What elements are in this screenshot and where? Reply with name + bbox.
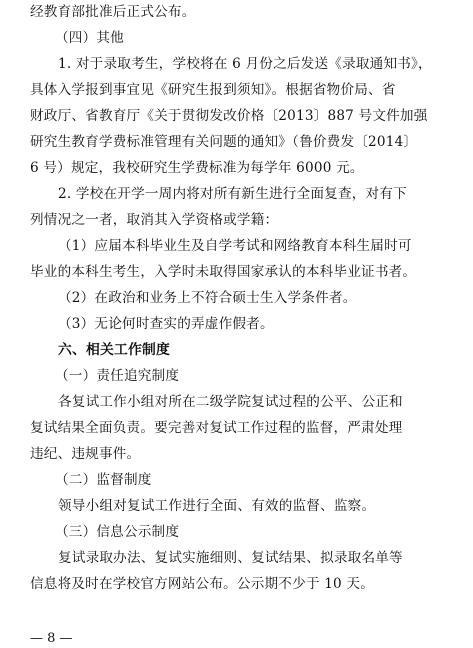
section-heading-work-systems: 六、相关工作制度: [58, 342, 170, 358]
disclosure-line-1: 复试录取办法、复试实施细则、复试结果、拟录取名单等: [58, 550, 403, 566]
accountability-line-3: 违纪、违规事件。: [30, 446, 141, 462]
page-number: — 8 —: [30, 631, 73, 646]
sub-item-1-line-2: 毕业的本科生考生，入学时未取得国家承认的本科毕业证书者。: [30, 264, 417, 280]
item-1-line-1: 1. 对于录取考生，学校将在 6 月份之后发送《录取通知书》，: [58, 56, 432, 72]
subsection-heading-supervision: （二）监督制度: [55, 472, 152, 488]
item-1-line-4: 研究生教育学费标准管理有关问题的通知》（鲁价费发〔2014〕: [30, 134, 418, 150]
text-line-continuation: 经教育部批准后正式公布。: [30, 4, 196, 20]
accountability-line-2: 复试结果全面负责。要完善对复试工作过程的监督，严肃处理: [30, 420, 403, 436]
supervision-line-1: 领导小组对复试工作进行全面、有效的监督、监察。: [58, 498, 376, 514]
accountability-line-1: 各复试工作小组对所在二级学院复试过程的公平、公正和: [58, 394, 403, 410]
sub-item-1-line-1: （1）应届本科毕业生及自学考试和网络教育本科生届时可: [58, 238, 412, 254]
subsection-heading-disclosure: （三）信息公示制度: [55, 524, 180, 540]
disclosure-line-2: 信息将及时在学校官方网站公布。公示期不少于 10 天。: [30, 576, 374, 592]
item-2-line-2: 列情况之一者，取消其入学资格或学籍：: [30, 212, 279, 228]
item-1-line-2: 具体入学报到事宜见《研究生报到须知》。根据省物价局、省: [30, 82, 396, 98]
section-heading-other: （四）其他: [55, 30, 124, 46]
sub-item-2: （2）在政治和业务上不符合硕士生入学条件者。: [58, 290, 357, 306]
item-2-line-1: 2. 学校在开学一周内将对所有新生进行全面复查，对有下: [58, 186, 407, 202]
item-1-line-3: 财政厅、省教育厅《关于贯彻发改价格〔2013〕887 号文件加强: [30, 108, 428, 124]
item-1-line-5: 6 号）规定，我校研究生学费标准为每学年 6000 元。: [30, 160, 364, 176]
subsection-heading-accountability: （一）责任追究制度: [55, 368, 180, 384]
sub-item-3: （3）无论何时查实的弄虚作假者。: [58, 316, 274, 332]
